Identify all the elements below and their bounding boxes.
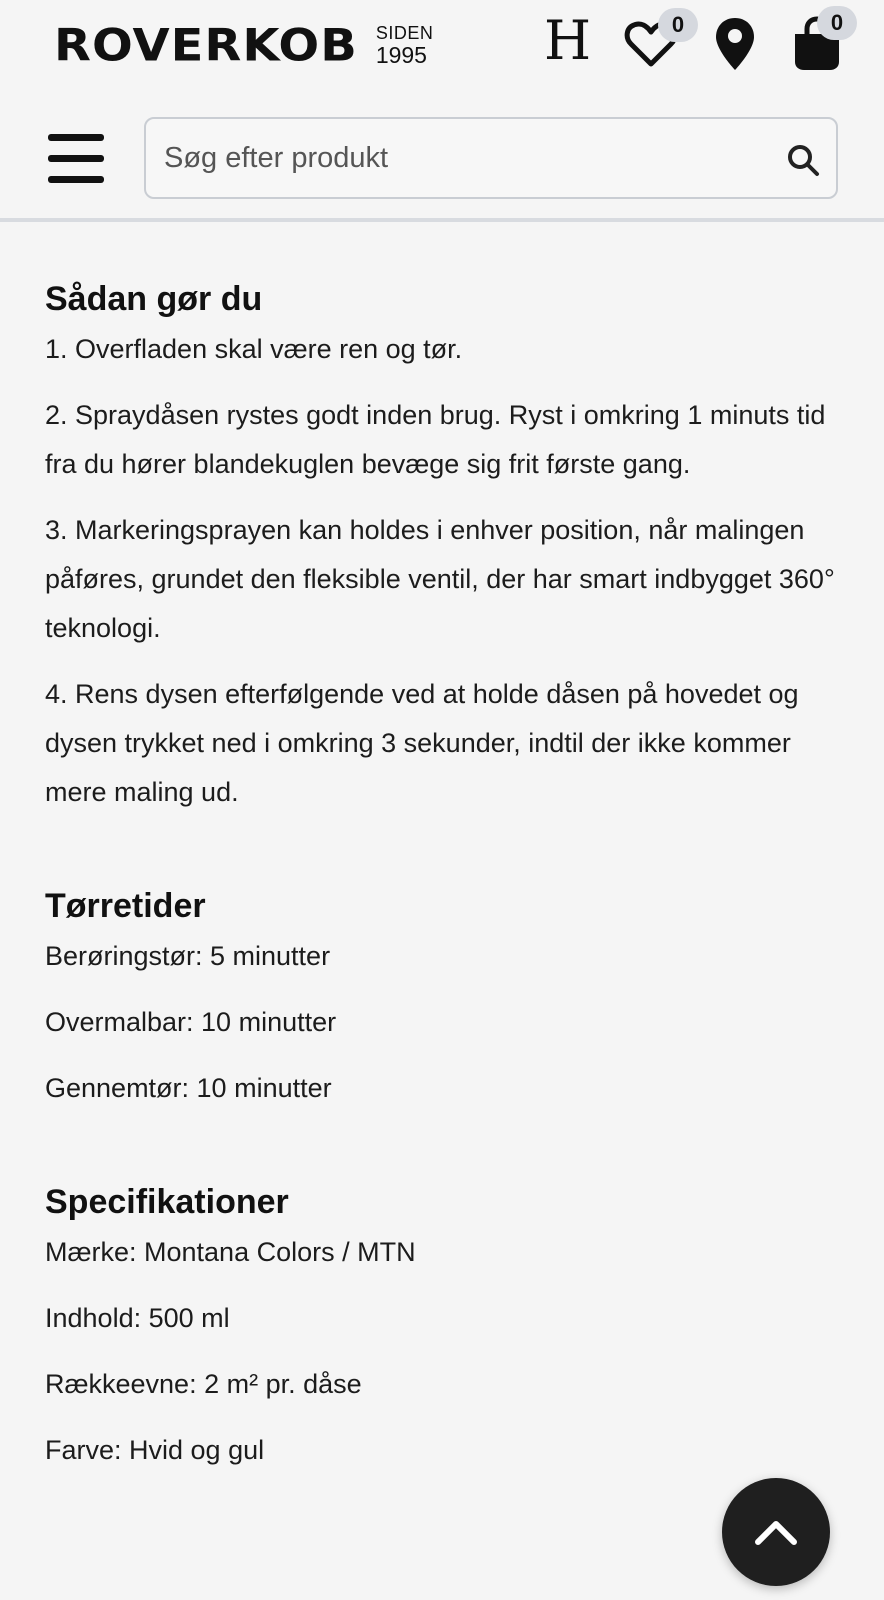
howto-title: Sådan gør du bbox=[45, 280, 263, 318]
howto-step: 1. Overfladen skal være ren og tør. bbox=[45, 334, 463, 364]
search-icon[interactable] bbox=[786, 143, 820, 177]
specifications-section bbox=[45, 1183, 845, 1475]
wishlist-count-badge: 0 bbox=[658, 8, 698, 42]
drying-time-item: Gennemtør: 10 minutter bbox=[45, 1073, 332, 1103]
spec-item: Indhold: 500 ml bbox=[45, 1303, 230, 1333]
menu-bar bbox=[48, 176, 104, 183]
howto-section bbox=[45, 280, 845, 817]
product-description bbox=[45, 280, 845, 1492]
h-brand-mark[interactable]: H bbox=[544, 9, 592, 72]
logo-year: 1995 bbox=[375, 42, 427, 69]
drying-times-section bbox=[45, 887, 845, 1113]
logo-since-label: SIDEN bbox=[375, 23, 434, 44]
drying-time-item: Overmalbar: 10 minutter bbox=[45, 1007, 337, 1037]
logo-wordmark: ROVERKOB bbox=[54, 20, 358, 72]
spec-item: Rækkeevne: 2 m² pr. dåse bbox=[45, 1369, 362, 1399]
cart-count-badge: 0 bbox=[817, 6, 857, 40]
howto-step: 3. Markeringsprayen kan holdes i enhver position, når malingen påføres, grundet den fleksible ventil, der har smart indbygget 360° teknologi. bbox=[45, 515, 835, 643]
menu-bar bbox=[48, 155, 104, 162]
specifications-title: Specifikationer bbox=[45, 1183, 289, 1221]
site-logo[interactable] bbox=[54, 22, 433, 70]
logo-since bbox=[376, 24, 434, 67]
search-input[interactable] bbox=[164, 133, 744, 183]
cart-button[interactable] bbox=[792, 10, 852, 72]
drying-times-title: Tørretider bbox=[45, 887, 206, 925]
howto-step: 4. Rens dysen efterfølgende ved at holde dåsen på hovedet og dysen trykket ned i omkring 3 sekunder, indtil der ikke kommer mere maling ud. bbox=[45, 679, 799, 807]
store-locator-button[interactable] bbox=[714, 16, 758, 72]
spec-item: Farve: Hvid og gul bbox=[45, 1435, 265, 1465]
howto-step: 2. Spraydåsen rystes godt inden brug. Ryst i omkring 1 minuts tid fra du hører blandekuglen bevæge sig frit første gang. bbox=[45, 400, 826, 479]
location-pin-icon bbox=[714, 16, 756, 72]
site-header bbox=[0, 0, 884, 222]
hamburger-menu-icon[interactable] bbox=[48, 134, 104, 184]
spec-item: Mærke: Montana Colors / MTN bbox=[45, 1237, 416, 1267]
scroll-to-top-button[interactable] bbox=[722, 1478, 830, 1586]
drying-time-item: Berøringstør: 5 minutter bbox=[45, 941, 331, 971]
menu-bar bbox=[48, 134, 104, 141]
wishlist-button[interactable] bbox=[622, 12, 685, 72]
chevron-up-icon bbox=[754, 1518, 798, 1546]
search-box bbox=[144, 117, 838, 199]
